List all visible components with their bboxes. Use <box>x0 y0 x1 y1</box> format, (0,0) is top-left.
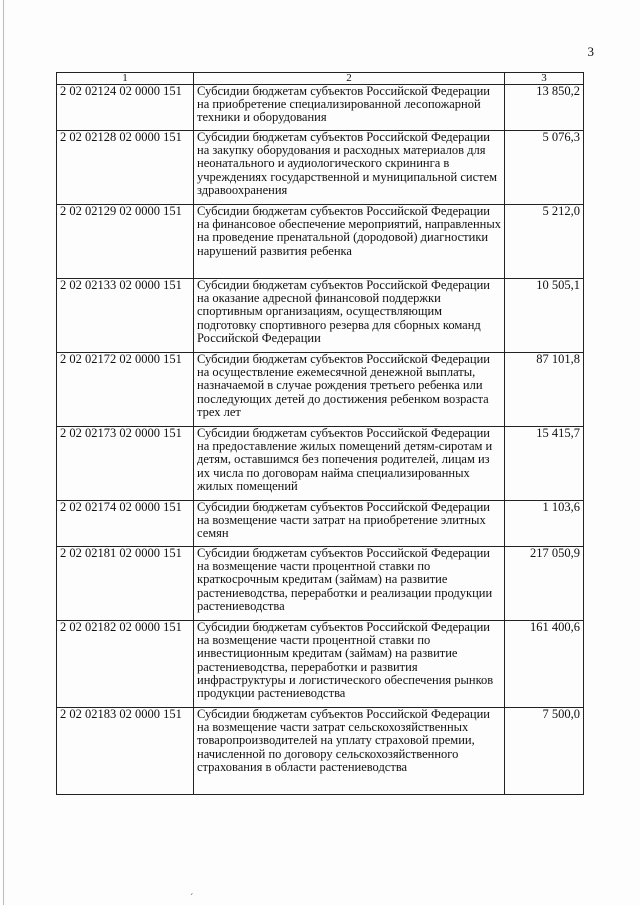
scan-edge-line <box>3 0 4 905</box>
row-amount: 1 103,6 <box>505 501 584 547</box>
table-row <box>57 427 584 501</box>
row-amount: 161 400,6 <box>505 621 584 708</box>
row-description: Субсидии бюджетам субъектов Российской Федерации на возмещение части затрат сельскохозяйственных товаропроизводителей на уплату страховой премии, начисленной по договору сельскохозяйственного страхования в области растениеводства <box>194 708 505 795</box>
table-row <box>57 131 584 205</box>
budget-table <box>56 72 584 795</box>
row-amount: 15 415,7 <box>505 427 584 501</box>
row-amount: 217 050,9 <box>505 547 584 621</box>
row-amount: 13 850,2 <box>505 85 584 131</box>
row-description: Субсидии бюджетам субъектов Российской Федерации на возмещение части процентной ставки по инвестиционным кредитам (займам) на развитие растениеводства, переработки и развития инфраструктуры и логистического обеспечения рынков продукции растениеводства <box>194 621 505 708</box>
header-col-3: 3 <box>505 73 584 85</box>
row-description: Субсидии бюджетам субъектов Российской Федерации на возмещение части затрат на приобретение элитных семян <box>194 501 505 547</box>
row-code: 2 02 02183 02 0000 151 <box>57 708 194 795</box>
table-row <box>57 205 584 279</box>
row-amount: 5 212,0 <box>505 205 584 279</box>
row-code: 2 02 02124 02 0000 151 <box>57 85 194 131</box>
table-row <box>57 353 584 427</box>
row-code: 2 02 02128 02 0000 151 <box>57 131 194 205</box>
row-code: 2 02 02174 02 0000 151 <box>57 501 194 547</box>
row-description: Субсидии бюджетам субъектов Российской Федерации на предоставление жилых помещений детям-сиротам и детям, оставшимся без попечения родителей, лицам из их числа по договорам найма специализированных жилых помещений <box>194 427 505 501</box>
page-number: 3 <box>587 44 594 59</box>
table-row <box>57 621 584 708</box>
table-row <box>57 708 584 795</box>
table-row <box>57 501 584 547</box>
row-code: 2 02 02133 02 0000 151 <box>57 279 194 353</box>
row-amount: 5 076,3 <box>505 131 584 205</box>
scan-mark: ˊ <box>190 893 194 904</box>
row-amount: 10 505,1 <box>505 279 584 353</box>
budget-table-body <box>57 73 584 795</box>
row-description: Субсидии бюджетам субъектов Российской Федерации на осуществление ежемесячной денежной выплаты, назначаемой в случае рождения третьего ребенка или последующих детей до достижения ребенком возраста трех лет <box>194 353 505 427</box>
table-row <box>57 279 584 353</box>
row-description: Субсидии бюджетам субъектов Российской Федерации на финансовое обеспечение мероприятий, направленных на проведение пренатальной (дородовой) диагностики нарушений развития ребенка <box>194 205 505 279</box>
table-header-row <box>57 73 584 85</box>
row-description: Субсидии бюджетам субъектов Российской Федерации на закупку оборудования и расходных материалов для неонатального и аудиологического скрининга в учреждениях государственной и муниципальной систем здравоохранения <box>194 131 505 205</box>
row-code: 2 02 02172 02 0000 151 <box>57 353 194 427</box>
row-amount: 87 101,8 <box>505 353 584 427</box>
row-description: Субсидии бюджетам субъектов Российской Федерации на оказание адресной финансовой поддержки спортивным организациям, осуществляющим подготовку спортивного резерва для сборных команд Российской Федерации <box>194 279 505 353</box>
header-col-1: 1 <box>57 73 194 85</box>
header-col-2: 2 <box>194 73 505 85</box>
table-row <box>57 547 584 621</box>
row-description: Субсидии бюджетам субъектов Российской Федерации на приобретение специализированной лесопожарной техники и оборудования <box>194 85 505 131</box>
row-code: 2 02 02129 02 0000 151 <box>57 205 194 279</box>
row-description: Субсидии бюджетам субъектов Российской Федерации на возмещение части процентной ставки по краткосрочным кредитам (займам) на развитие растениеводства, переработки и реализации продукции растениеводства <box>194 547 505 621</box>
row-code: 2 02 02173 02 0000 151 <box>57 427 194 501</box>
table-row <box>57 85 584 131</box>
row-amount: 7 500,0 <box>505 708 584 795</box>
row-code: 2 02 02181 02 0000 151 <box>57 547 194 621</box>
row-code: 2 02 02182 02 0000 151 <box>57 621 194 708</box>
